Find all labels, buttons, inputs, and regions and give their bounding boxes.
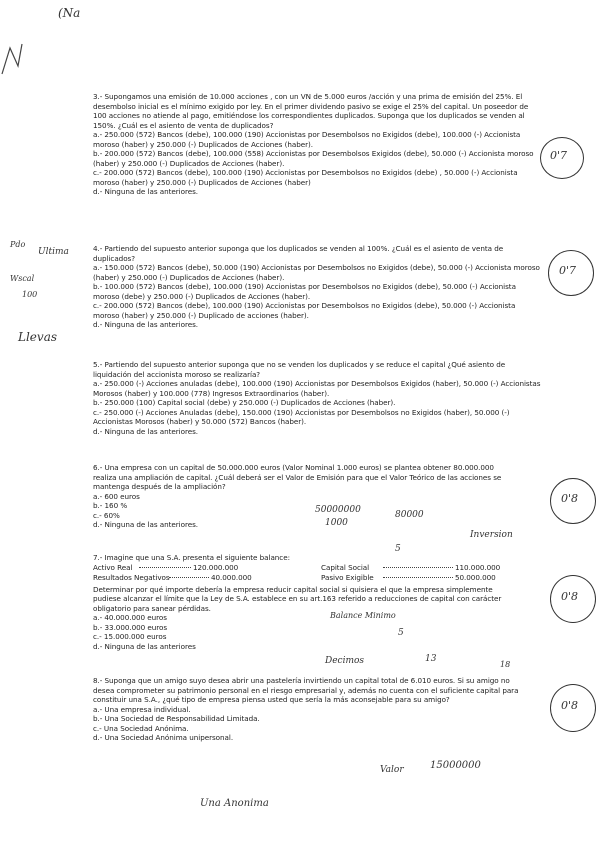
handwritten-note: Wscal — [10, 274, 35, 283]
balance-row2-right-label: Pasivo Exigible — [321, 572, 374, 582]
question-8-option-a: a.- Una empresa individual. — [93, 704, 191, 714]
handwritten-working: 50000000 — [315, 505, 361, 515]
handwritten-note: Ultima — [38, 247, 69, 257]
handwritten-working: 1000 — [325, 518, 348, 528]
question-8-option-c: c.- Una Sociedad Anónima. — [93, 723, 189, 733]
handwritten-note: Llevas — [18, 330, 57, 344]
balance-sheet — [93, 563, 543, 585]
question-8-stem: 8.- Suponga que un amigo suyo desea abrir una pastelería invirtiendo un capital total de 6.010 euros. Si su amigo no desea comprometer su patrimonio personal en el riesgo empresarial y, además no cuenta con el suficiente capital para constituir una S.A., ¿qué tipo de empresa piensa usted que sería la más aconsejable para su amigo? — [93, 676, 519, 704]
question-7-option-d: d.- Ninguna de las anteriores — [93, 641, 196, 651]
handwritten-working: 5 — [395, 544, 401, 554]
handwritten-working: 18 — [500, 660, 511, 669]
handwritten-note: 100 — [22, 290, 38, 299]
question-7 — [93, 553, 543, 651]
question-3 — [93, 92, 543, 197]
question-5-option-c: c.- 250.000 (-) Acciones Anuladas (debe), 150.000 (190) Accionistas por Desembolsos no Exigidos (haber), 50.000 (-) Accionistas Morosos (haber) y 50.000 (572) Bancos (haber). — [93, 407, 510, 426]
question-3-option-a: a.- 250.000 (572) Bancos (debe), 100.000 (190) Accionistas por Desembolsos no Exigidos (debe), 100.000 (-) Accionista moroso (haber) y 250.000 (-) Duplicados de Acciones (haber). — [93, 130, 521, 149]
leader-dots — [169, 577, 209, 578]
leader-dots — [139, 567, 191, 568]
question-3-option-b: b.- 200.000 (572) Bancos (debe), 100.000 (558) Accionistas por Desembolsos Exigidos (debe), 50.000 (-) Accionista moroso (haber) y 250.000 (-) Duplicados de Acciones (haber). — [93, 149, 534, 168]
leader-dots — [383, 577, 453, 578]
balance-row1-right-value: 110.000.000 — [455, 562, 501, 572]
question-5-option-a: a.- 250.000 (-) Acciones anuladas (debe), 100.000 (190) Accionistas por Desembolsos Exigidos (haber), 50.000 (-) Accionistas Morosos (haber) y 100.000 (778) Ingresos Extraordinarios (haber). — [93, 379, 541, 398]
balance-row1-right-label: Capital Social — [321, 562, 370, 572]
question-4-option-b: b.- 100.000 (572) Bancos (debe), 100.000 (190) Accionistas por Desembolsos no Exigidos (debe), 50.000 (-) Accionista moroso (debe) y 250.000 (-) Duplicados de Acciones (haber). — [93, 282, 516, 301]
handwritten-note: Pdo — [10, 240, 26, 249]
question-5-stem: 5.- Partiendo del supuesto anterior suponga que no se venden los duplicados y se reduce el capital ¿Qué asiento de liquidación del accionista moroso se realizaría? — [93, 360, 506, 379]
handwritten-note: (Na — [58, 6, 81, 20]
question-4 — [93, 244, 543, 330]
handwritten-working: 80000 — [395, 510, 424, 520]
question-7-option-a: a.- 40.000.000 euros — [93, 613, 167, 622]
question-3-stem: 3.- Supongamos una emisión de 10.000 acciones , con un VN de 5.000 euros /acción y una prima de emisión del 25%. El desembolso inicial es el mínimo exigido por ley. En el primer dividendo pasivo se exige el 25% del capital. Un poseedor de 100 acciones no atiende al pago, emitiéndose los correspondientes duplicados. Suponga que los duplicados se venden al 150%. ¿Cuál es el asiento de venta de duplicados? — [93, 92, 529, 130]
question-7-option-b: b.- 33.000.000 euros — [93, 622, 168, 632]
question-6-option-a: a.- 600 euros — [93, 491, 140, 501]
handwritten-working: 5 — [398, 628, 404, 638]
grade-circle-q3: 0'7 — [540, 137, 584, 179]
question-3-option-d: d.- Ninguna de las anteriores. — [93, 187, 199, 196]
balance-row2-left-label: Resultados Negativos — [93, 572, 170, 582]
question-8 — [93, 676, 523, 743]
question-5 — [93, 360, 543, 436]
corner-scribble — [0, 40, 24, 80]
question-8-option-d: d.- Una Sociedad Anónima unipersonal. — [93, 733, 234, 742]
grade-circle-q6: 0'8 — [550, 478, 596, 524]
balance-row1-left-label: Activo Real — [93, 562, 133, 572]
question-6-stem: 6.- Una empresa con un capital de 50.000.000 euros (Valor Nominal 1.000 euros) se plantea obtener 80.000.000 realiza una ampliación de capital. ¿Cuál deberá ser el Valor de Emisión para que el Valor Teórico de las acciones se mantenga después de la ampliación? — [93, 463, 502, 491]
handwritten-working: Una Anonima — [200, 798, 269, 809]
grade-circle-q8: 0'8 — [550, 684, 596, 732]
grade-circle-q4: 0'7 — [548, 250, 594, 296]
balance-row2-left-value: 40.000.000 — [211, 572, 252, 582]
handwritten-working: Valor — [380, 765, 404, 775]
question-7-stem: 7.- Imagine que una S.A. presenta el siguiente balance: — [93, 553, 290, 562]
balance-row1-left-value: 120.000.000 — [193, 562, 239, 572]
question-8-option-b: b.- Una Sociedad de Responsabilidad Limitada. — [93, 714, 260, 723]
handwritten-working: Balance Minimo — [330, 611, 396, 620]
question-7-option-c: c.- 15.000.000 euros — [93, 632, 167, 641]
question-4-stem: 4.- Partiendo del supuesto anterior suponga que los duplicados se venden al 100%. ¿Cuál es el asiento de venta de duplicados? — [93, 244, 504, 263]
handwritten-working: Inversion — [470, 530, 513, 540]
handwritten-working: 13 — [425, 654, 437, 664]
handwritten-working: 15000000 — [430, 760, 481, 771]
question-7-body: Determinar por qué importe debería la empresa reducir capital social si quisiera el que la empresa simplemente pudiese alcanzar el límite que la Ley de S.A. establece en su art.163 referido a reducciones de capital con carácter obligatorio para sanear pérdidas. — [93, 584, 502, 613]
question-4-option-c: c.- 200.000 (572) Bancos (debe), 100.000 (190) Accionistas por Desembolsos no Exigidos (debe), 50.000 (-) Accionista moroso (haber) y 250.000 (-) Duplicado de acciones (haber). — [93, 301, 516, 320]
question-6-option-b: b.- 160 % — [93, 501, 128, 510]
question-6 — [93, 463, 513, 530]
grade-circle-q7: 0'8 — [550, 575, 596, 623]
question-6-option-c: c.- 60% — [93, 510, 120, 520]
handwritten-working: Decimos — [325, 656, 365, 666]
question-4-option-d: d.- Ninguna de las anteriores. — [93, 320, 199, 329]
balance-row2-right-value: 50.000.000 — [455, 572, 496, 582]
question-4-option-a: a.- 150.000 (572) Bancos (debe), 50.000 (190) Accionistas por Desembolsos no Exigidos (debe), 50.000 (-) Accionista moroso (haber) y 250.000 (-) Duplicados de Acciones (haber). — [93, 263, 540, 282]
question-5-option-b: b.- 250.000 (100) Capital social (debe) y 250.000 (-) Duplicados de Acciones (haber). — [93, 398, 396, 407]
question-5-option-d: d.- Ninguna de las anteriores. — [93, 426, 199, 436]
question-6-option-d: d.- Ninguna de las anteriores. — [93, 520, 199, 529]
question-3-option-c: c.- 200.000 (572) Bancos (debe), 100.000 (190) Accionistas por Desembolsos no Exigidos (debe) , 50.000 (-) Accionista moroso (haber) y 250.000 (-) Duplicados de Acciones (haber) — [93, 168, 518, 187]
leader-dots — [383, 567, 453, 568]
